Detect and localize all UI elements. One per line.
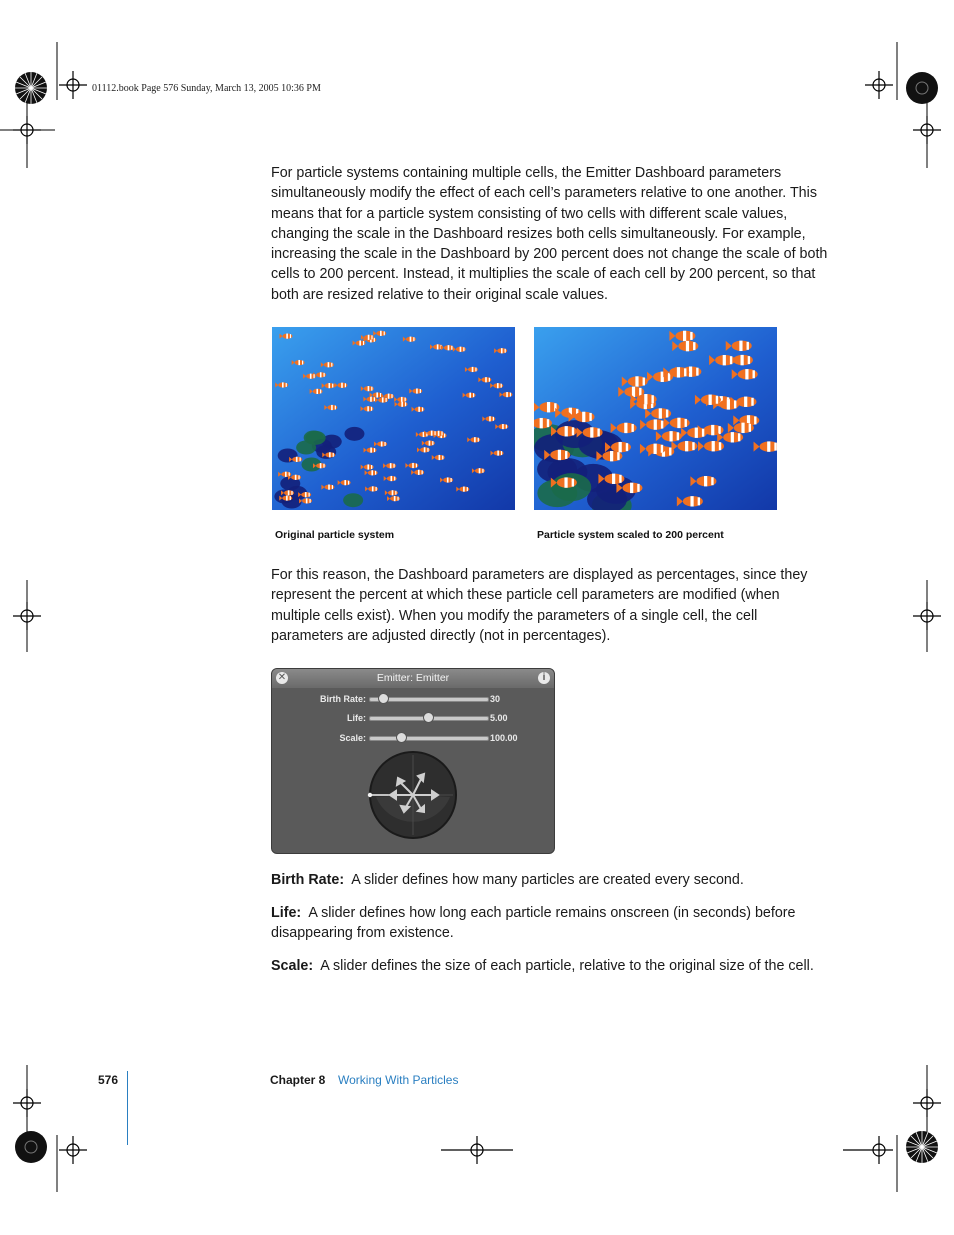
scale-value: 100.00	[490, 733, 518, 743]
chapter-label: Chapter 8	[270, 1073, 326, 1087]
intro-paragraph: For particle systems containing multiple cells, the Emitter Dashboard parameters simultaneously modify the effect of each cell’s parameters relative to one another. This means that for a particle system consisting of two cells with different scale values, changing the scale in the Dashboard resizes both cells simultaneously. For example, increasing the scale in the Dashboard by 200 percent does not change the scale of both cells to 200 percent. Instead, it multiplies the scale of each cell by 200 percent, so that both are resized relative to their original scale values.	[271, 165, 828, 303]
close-icon[interactable]: ✕	[277, 672, 287, 683]
definition-life-text: A slider defines how long each particle remains onscreen (in seconds) before disappearing from existence.	[271, 905, 796, 942]
term-scale: Scale:	[271, 958, 314, 974]
scaled-particle-image	[534, 327, 777, 510]
footer-divider	[127, 1071, 128, 1145]
emission-angle-control[interactable]	[366, 749, 462, 841]
reason-paragraph: For this reason, the Dashboard parameters are displayed as percentages, since they represent the percent at which these particle cell parameters are modified (when multiple cells exist). When you modify the parameters of a single cell, the cell parameters are adjusted directly (not in percentages).	[271, 567, 808, 644]
life-label: Life:	[347, 713, 366, 723]
birth-rate-label: Birth Rate:	[319, 694, 366, 704]
definition-life	[271, 903, 831, 944]
scale-label: Scale:	[339, 733, 366, 743]
definition-birth-rate-text: A slider defines how many particles are created every second.	[351, 872, 744, 888]
chapter-title-link[interactable]: Working With Particles	[338, 1073, 459, 1087]
scaled-caption: Particle system scaled to 200 percent	[537, 529, 724, 541]
original-caption: Original particle system	[275, 529, 395, 541]
birth-rate-slider-thumb[interactable]	[378, 693, 389, 704]
definition-scale-text: A slider defines the size of each particle, relative to the original size of the cell.	[320, 958, 814, 974]
info-icon[interactable]: i	[538, 672, 550, 684]
definition-birth-rate	[271, 870, 831, 890]
definition-scale	[271, 956, 831, 976]
panel-title: Emitter: Emitter	[376, 672, 450, 684]
book-info-header: 01112.book Page 576 Sunday, March 13, 2005 10:36 PM	[92, 83, 321, 94]
scale-slider[interactable]	[369, 736, 489, 741]
life-value: 5.00	[490, 713, 508, 723]
life-slider-thumb[interactable]	[423, 712, 434, 723]
term-life: Life:	[271, 905, 302, 921]
emitter-dashboard	[271, 668, 555, 854]
original-particle-image	[272, 327, 515, 510]
birth-rate-value: 30	[490, 694, 501, 704]
scale-slider-thumb[interactable]	[396, 732, 407, 743]
term-birth-rate: Birth Rate:	[271, 872, 345, 888]
page-number: 576	[98, 1073, 119, 1087]
